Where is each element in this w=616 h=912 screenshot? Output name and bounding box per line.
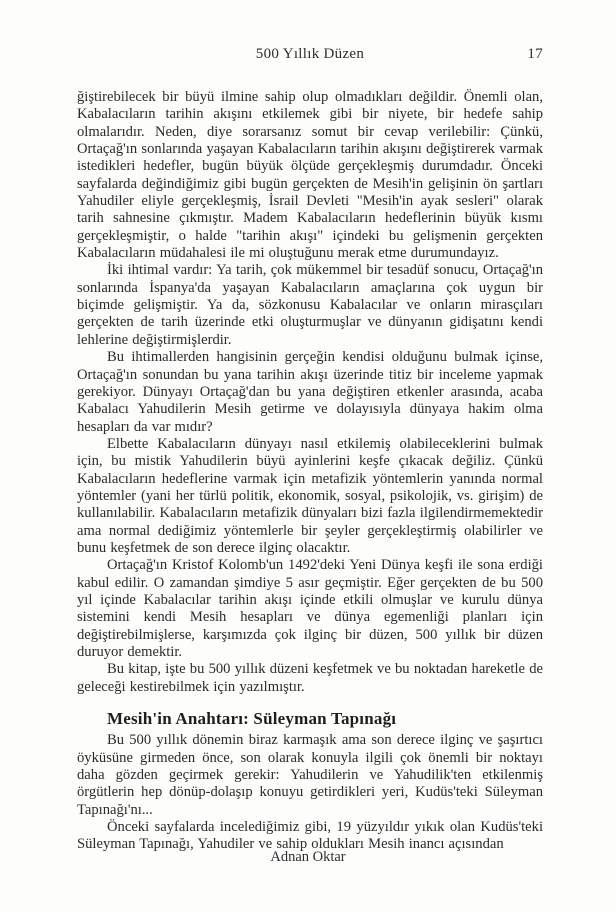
page-body (77, 89, 543, 854)
section-heading: Mesih'in Anahtarı: Süleyman Tapınağı (107, 709, 397, 729)
paragraph-temple-ruined: Önceki sayfalarda incelediğimiz gibi, 19 yüzyıldır yıkık olan Kudüs'teki Süleyman Tapınağı, Yahudiler ve sahip oldukları Mesih inancı açısından (77, 819, 543, 853)
running-title: 500 Yıllık Düzen (255, 46, 365, 62)
paragraph-temple-intro: Bu 500 yıllık dönemin biraz karmaşık ama son derece ilginç ve şaşırtıcı öyküsüne girmeden önce, son olarak konuyla ilgili çok önemli bir noktayı daha gözden geçirmek gerekir: Yahudilerin ve Yahudilik'ten etkilenmiş örgütlerin hep dönüp-dolaşıp konuyu getirdikleri yeri, Kudüs'teki Süleyman Tapınağı'nı... (77, 732, 543, 818)
paragraph-continuation: ğiştirebilecek bir büyü ilmine sahip olup olmadıkları değildir. Önemli olan, Kabalacıların tarihin akışını etkilemek gibi bir niyete, bir hedefe sahip olmalarıdır. Neden, diye sorarsanız somut bir cevap verilebilir: Çünkü, Ortaçağ'ın sonlarında yaşayan Kabalacıların tarihin akışını değiştirerek varmak istedikleri hedefler, bugün büyük ölçüde gerçekleşmiş durumdadır. Önceki sayfalarda değindiğimiz gibi bugün gerçekten de Mesih'in gelişinin ön şartları Yahudiler eliyle gerçekleşmiş, İsrail Devleti "Mesih'in ayak sesleri" olarak tarih sahnesine çıkmıştır. Madem Kabalacıların hedeflerinin büyük kısmı gerçekleşmiştir, o halde "tarihin akışı" içindeki bu gelişmenin gerçekten Kabalacıların müdahalesi ile mi oluştuğunu merak etme durumundayız. (77, 89, 543, 262)
page-header (77, 46, 543, 66)
paragraph-columbus-1492: Ortaçağ'ın Kristof Kolomb'un 1492'deki Yeni Dünya keşfi ile sona erdiği kabul edilir. O zamandan şimdiye 5 asır geçmiştir. Eğer gerçekten de bu 500 yıl içinde Kabalacılar tarihin akışı içinde etkili olmuşlar ve kurulu dünya sistemini kendi Mesih hesapları ve dünya egemenliği planları için değiştirebilmişlerse, karşımızda çok ilginç bir düzen, 500 yıllık bir düzen duruyor demektir. (77, 557, 543, 660)
paragraph-two-possibilities: İki ihtimal vardır: Ya tarih, çok mükemmel bir tesadüf sonucu, Ortaçağ'ın sonlarında İspanya'da yaşayan Kabalacıların amaçlarına çok uygun bir biçimde gelişmiştir. Ya da, sözkonusu Kabalacılar ve onların mirasçıları gerçekten de tarih üzerinde etki oluşturmuşlar ve dünyanın gidişatını kendi lehlerine değiştirmişlerdir. (77, 262, 543, 348)
paragraph-book-purpose: Bu kitap, işte bu 500 yıllık düzeni keşfetmek ve bu noktadan hareketle de geleceği kestirebilmek için yazılmıştır. (77, 661, 543, 695)
paragraph-methods: Elbette Kabalacıların dünyayı nasıl etkilemiş olabileceklerini bulmak için, bu mistik Yahudilerin büyü ayinlerini keşfe çıkacak değiliz. Çünkü Kabalacıların hedeflerine varmak için metafizik yöntemlerin yanında normal yöntemler (yani her türlü politik, ekonomik, sosyal, psikolojik, vs. girişim) de kullanılabilir. Kabalacıların metafizik dünyaları bizi fazla ilgilendirmemektedir ama normal dediğimiz yöntemlerle bir şeyler gerçekleştirmiş olabilirler ve bunu keşfetmek de son derece ilginç olacaktır. (77, 435, 543, 556)
paragraph-which-possibility: Bu ihtimallerden hangisinin gerçeğin kendisi olduğunu bulmak içinse, Ortaçağ'ın sonundan bu yana tarihin akışı üzerinde titiz bir inceleme yapmak gerekiyor. Dünyayı Ortaçağ'dan bu yana değiştiren etkenler arasında, acaba Kabalacı Yahudilerin Mesih getirme ve dolayısıyla dünyaya hakim olma hesapları da var mıdır? (77, 349, 543, 435)
page-footer (0, 849, 616, 866)
page-number: 17 (527, 46, 543, 62)
author-name: Adnan Oktar (270, 849, 346, 865)
